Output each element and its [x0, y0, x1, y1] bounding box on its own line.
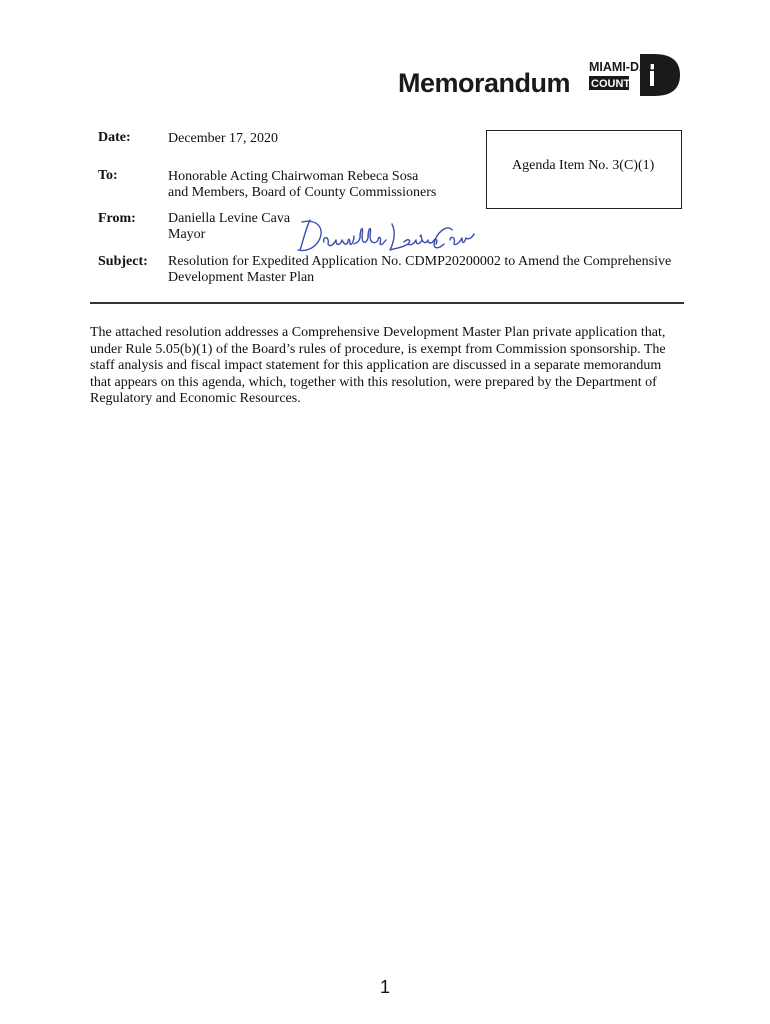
body-line-2: under Rule 5.05(b)(1) of the Board’s rules of procedure, is exempt from Commission sponsorship. The [90, 341, 666, 357]
to-label: To: [98, 168, 118, 183]
subject-label: Subject: [98, 254, 148, 269]
to-line-2: and Members, Board of County Commissioners [168, 185, 437, 200]
agenda-item-box [486, 130, 682, 209]
body-line-3: staff analysis and fiscal impact statement for this application are discussed in a separate memorandum [90, 358, 662, 373]
memo-body-paragraph [90, 325, 684, 408]
date-label: Date: [98, 130, 131, 145]
body-line-1: The attached resolution addresses a Comprehensive Development Master Plan private application that, [90, 325, 666, 340]
to-line-1: Honorable Acting Chairwoman Rebeca Sosa [168, 169, 419, 184]
body-line-4: that appears on this agenda, which, together with this resolution, were prepared by the Department of [90, 374, 657, 390]
miami-dade-county-logo [588, 52, 682, 98]
body-line-5: Regulatory and Economic Resources. [90, 391, 301, 406]
logo-text-bottom: COUNTY [591, 78, 638, 90]
header-divider [90, 302, 684, 304]
logo-text-top: MIAMI-DADE [589, 60, 666, 74]
memo-header-title: Memorandum [398, 68, 571, 98]
page-number: 1 [379, 977, 390, 997]
from-sender [168, 211, 290, 243]
subject-line-2: Development Master Plan [168, 270, 315, 285]
subject-text [168, 254, 671, 286]
from-line-1: Daniella Levine Cava [168, 211, 291, 226]
from-label: From: [98, 211, 136, 226]
subject-line-1: Resolution for Expedited Application No. CDMP20200002 to Amend the Comprehensive [168, 254, 672, 269]
from-line-2: Mayor [168, 227, 206, 242]
to-recipients [168, 169, 436, 201]
date-value: December 17, 2020 [168, 131, 279, 146]
handwritten-signature [296, 214, 476, 256]
agenda-item-number: Agenda Item No. 3(C)(1) [512, 158, 655, 173]
